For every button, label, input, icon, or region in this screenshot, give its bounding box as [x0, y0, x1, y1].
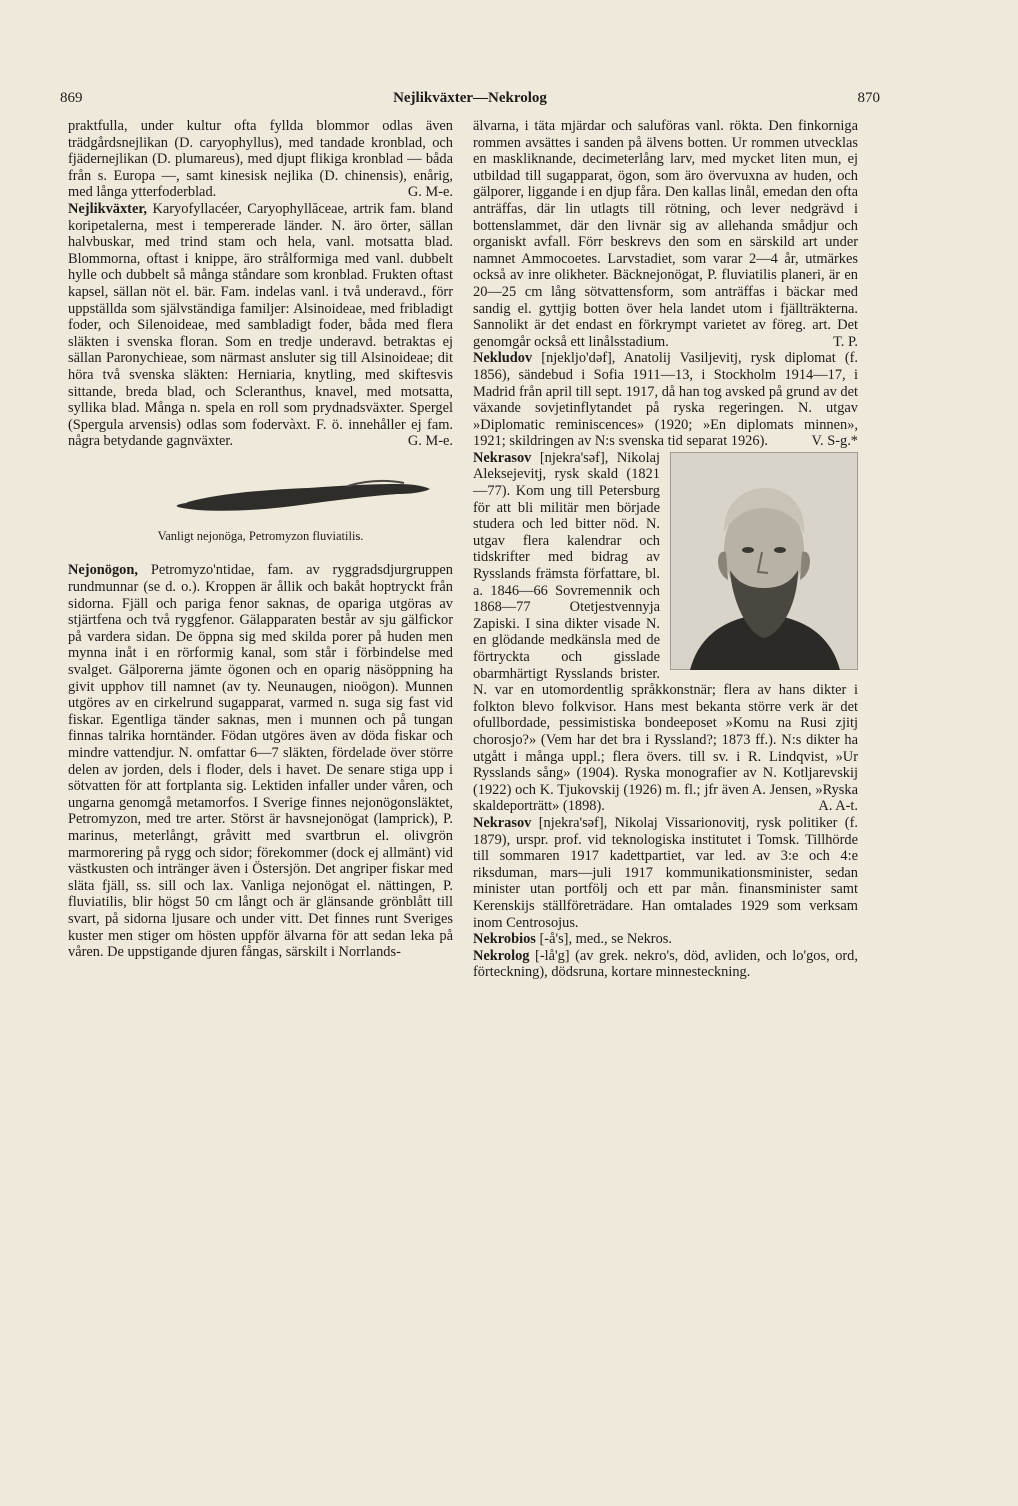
entry-nekrasov-nikolaj-vissarionovitj [473, 815, 858, 931]
entry-text: [njekra'səf], Nikolaj Vissarionovitj, rysk politiker (f. 1879), urspr. prof. vid teknologiska institutet i Tomsk. Tillhörde till sommaren 1917 kadettpartiet, var led. av 3:e och 4:e riksduman, mars—juli 1917 kommunikationsminister, sedan minister utan portfölj och ett par mån. finansminister samt Kerenskijs ställföreträdare. Han omtalades 1929 som verksam inom Centrosojus. [473, 814, 858, 931]
headword: Nekludov [473, 350, 533, 367]
headword: Nekrasov [473, 449, 532, 466]
entry-continuation [68, 118, 453, 201]
author-signature: G. M-e. [407, 433, 453, 450]
entry-nekludov [473, 350, 858, 450]
running-title: Nejlikväxter—Nekrolog [393, 90, 547, 106]
author-signature: A. A-t. [818, 798, 858, 815]
page-number-right: 870 [857, 90, 880, 106]
figure-caption: Vanligt nejonöga, Petromyzon fluviatilis. [157, 528, 364, 543]
entry-nejlikvaxter [68, 201, 453, 450]
entry-text: Petromyzo'ntidae, fam. av ryggradsdjurgruppen rundmunnar (se d. o.). Kroppen är ållik och bakåt hoptryckt från sidorna. Fjäll och pariga fenor saknas, de opariga utgöras av stjärtfena och två ryggfenor. Gälapparaten består av sju gälfickor på vardera sidan. De öppna sig med skilda porer på huden men mynna inåt i en rörformig kanal, som står i förbindelse med svalget. Gälporerna jämte ögonen och en oparig näsöppning ha givit upphov till namnet (av ty. Neunaugen, nioögon). Munnen utgöres av en cirkelrund sugapparat, varmed n. suga sig fast vid fiskar. Egentliga tänder saknas, men i munnen och på tungan finnas talrika horntänder. Födan utgöres även av döda fiskar och mindre vattendjur. N. omfattar 6—7 släkten, fördelade över större delen av jorden, dels i floder, dels i havet. De senare stiga upp i sötvatten för att fortplanta sig. Lektiden infaller under våren, och ungarna genomgå metamorfos. I Sverige finnes nejonögonsläktet, Petromyzon, med tre arter. Störst är havsnejonögat (lamprick), P. marinus, meterlångt, gråvitt med svartbrun el. olivgrön marmorering på rygg och sidor; förekommer (dock ej allmänt) vid västkusten och intränger även i Östersjön. Det angriper fiskar med släta fjäll, ss. sill och lax. Vanliga nejonögat el. nättingen, P. fluviatilis, blir högst 50 cm långt och är glänsande grönblått till svart, på sidorna ljusare och under vitt. Det finnes runt Sveriges kuster men stiger om hösten uppför älvarna för att sedan leka på våren. De uppstigande djuren fångas, särskilt i Norrlands- [68, 562, 453, 961]
entry-text: [njekra'səf], Nikolaj Aleksejevitj, rysk skald (1821—77). Kom ung till Petersburg för att bli militär men började studera och led bitter nöd. N. utgav flera kalendrar och tidskrifter med bidrag av Rysslands främsta författare, bl. a. 1846—66 Sovremennik och 1868—77 Otetjestvennyja Zapiski. I sina dikter visade N. en glödande medkänsla med de förtryckta och gisslade obarmhärtigt Rysslands brister. N. var en utomordentlig språkkonstnär; flera av hans dikter i folkton blevo folkvisor. Hans mest bekanta större verk är det ofullbordade, pessimistiska bondeeposet »Komu na Rusi zjitj chorosjo?» (Vem har det bra i Ryssland?; 1873 ff.). N:s dikter ha utgått i många uppl.; flera övers. till sv. i R. Lindqvist, »Ur Rysslands sång» (1904). Ryska monografier av N. Kotljarevskij (1922) och K. Tjukovskij (1926) m. fl.; jfr även A. Jensen, »Ryska skaldeporträtt» (1898). [473, 449, 858, 815]
entry-nekrolog [473, 948, 858, 981]
author-signature: T. P. [833, 333, 858, 350]
headword: Nejonögon, [68, 562, 138, 579]
portrait-photo [670, 452, 858, 670]
entry-nekrasov-nikolaj-alekseievitj [473, 450, 858, 815]
entry-text: [njekljo'dəf], Anatolij Vasiljevitj, rysk diplomat (f. 1856), sändebud i Sofia 1911—13, i Stockholm 1914—17, i Madrid från april till sept. 1917, då han tog avsked på grund av det växande sovjetinflytandet på ryska regeringen. N. utgav »Diplomatic reminiscences» (1920; »En diplomats minnen», 1921; skildringen av N:s svenska tid separat 1926). [473, 350, 858, 450]
headword: Nekrasov [473, 814, 532, 831]
entry-nekrobios [473, 931, 858, 948]
headword: Nekrobios [473, 931, 536, 948]
headword: Nejlikväxter, [68, 200, 148, 217]
page-number-left: 869 [60, 90, 83, 106]
entry-text: [-å's], med., se Nekros. [539, 931, 672, 948]
entry-text: Karyofyllacéer, Caryophyllăceae, artrik fam. bland koripetalerna, mest i tempererade länder. N. äro örter, sällan halvbuskar, med trind stam och hela, vanl. motsatta blad. Blommorna, oftast i knippe, äro strålformiga med vanl. dubbelt hylle och dubbelt så många ståndare som kronblad. Frukten oftast kapsel, sällan nöt el. bär. Fam. indelas vanl. i två underavd., förr uppställda som självständiga familjer: Alsinoideae, med fribladigt foder, och Silenoideae, med sambladigt foder, båda med flera släkten i svenska floran. Som en tredje underavd. betraktas ej sällan Paronychieae, som närmast ansluter sig till Alsinoideae; dit höra två svenska släkten: Herniaria, knytling, med skiftesvis sittande, breda blad, och Scleranthus, knavel, med motsatta, syllika blad. Många n. spela en roll som prydnadsväxter. Spergel (Spergula arvensis) odlas som fodervàxt. F. ö. innehåller ej fam. några betydande gagnväxter. [68, 200, 453, 450]
right-column [473, 118, 858, 981]
entry-text: [-lå'g] (av grek. nekro's, död, avliden, och lo'gos, ord, förteckning), dödsruna, kortare minnesteckning. [473, 947, 858, 981]
left-column [68, 118, 453, 961]
lamprey-illustration [68, 472, 453, 520]
entry-continuation [473, 118, 858, 350]
entry-text: älvarna, i täta mjärdar och saluföras vanl. rökta. Den finkorniga rommen avsättes i sanden på älvens botten. Ur rommen utvecklas en maskliknande, decimeterlång larv, med mycket liten mun, ej utbildad till sugapparat, ögon, som äro övervuxna av huden, och gälporer, liggande i en djup fåra. Den kallas linål, emedan den ofta anträffas, där lin utlagts till rötning, och lever nedgrävd i bottenslammet, där den livnär sig av allehanda smådjur och organiskt avfall. Förr beskrevs den som en särskild art under namnet Ammocoetes. Larvstadiet, som varar 2—4 år, utmärkes också av inre olikheter. Bäcknejonögat, P. fluviatilis planeri, är en 20—25 cm lång sötvattensform, som anträffas i bäckar med sandig el. gyttjig botten över hela landet utom i fjällträkterna. Sannolikt är det endast en förkrympt varietet av föreg. art. Det genomgår också ett linålsstadium. [473, 118, 858, 350]
headword: Nekrolog [473, 947, 530, 964]
author-signature: V. S-g.* [811, 433, 858, 450]
author-signature: G. M-e. [407, 184, 453, 201]
page-header [60, 90, 880, 114]
entry-nejonogon [68, 562, 453, 960]
entry-text: praktfulla, under kultur ofta fyllda blommor odlas även trädgårdsnejlikan (D. caryophyllus), med tandade kronblad, och fjädernejlikan (D. plumareus), med djupt flikiga kronblad — båda från s. Europa —, samt kinesisk nejlika (D. chinensis), enårig, med långa ytterfoderblad. [68, 118, 453, 201]
